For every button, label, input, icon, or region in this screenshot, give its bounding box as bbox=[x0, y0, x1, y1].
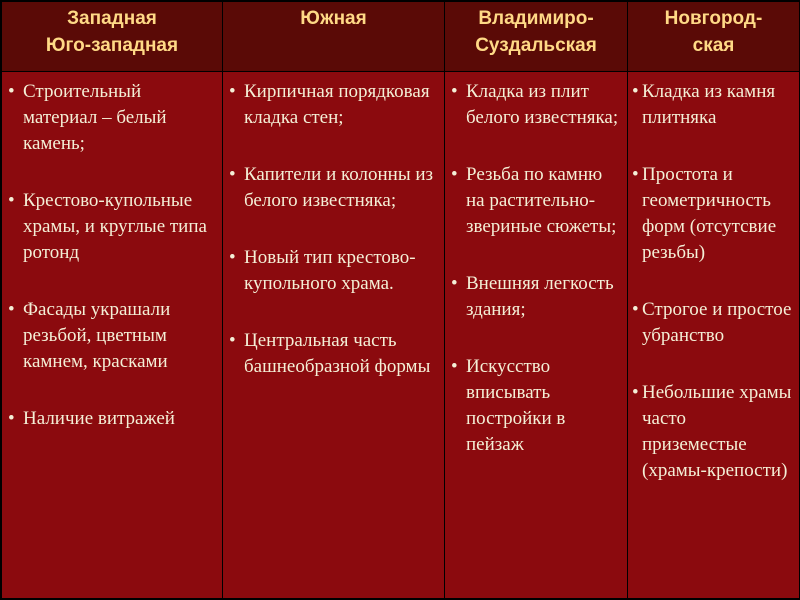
list-item: • Кладка из плит белого известняка; bbox=[451, 79, 623, 131]
header-novgorod bbox=[628, 2, 800, 72]
features-list bbox=[8, 79, 218, 432]
list-item: • Наличие витражей bbox=[8, 406, 218, 432]
header-line: Южная bbox=[300, 8, 367, 29]
list-item: • Крестово-купольные храмы, и круглые типа ротонд bbox=[8, 188, 218, 266]
features-list bbox=[451, 79, 623, 458]
header-line: Владимиро- bbox=[478, 8, 594, 29]
header-row bbox=[2, 2, 800, 72]
header-line: Юго-западная bbox=[45, 35, 179, 56]
header-line: Западная bbox=[67, 8, 157, 29]
list-item: • Центральная часть башнеобразной формы bbox=[229, 328, 440, 380]
cell-novgorod bbox=[628, 72, 800, 599]
list-item: • Резьба по камню на растительно-звериные сюжеты; bbox=[451, 162, 623, 240]
list-item: • Внешняя легкость здания; bbox=[451, 271, 623, 323]
architecture-schools-table bbox=[1, 1, 800, 599]
list-item: • Небольшие храмы часто приземестые (храмы-крепости) bbox=[634, 380, 795, 484]
header-line: Новгород- bbox=[664, 8, 763, 29]
header-line: Суздальская bbox=[475, 35, 597, 56]
list-item: • Простота и геометричность форм (отсутсвие резьбы) bbox=[634, 162, 795, 266]
content-row bbox=[2, 72, 800, 599]
features-list bbox=[229, 79, 440, 380]
list-item: • Кирпичная порядковая кладка стен; bbox=[229, 79, 440, 131]
features-list bbox=[634, 79, 795, 484]
header-southern bbox=[223, 2, 445, 72]
header-vladimir-suzdal bbox=[445, 2, 628, 72]
list-item: • Новый тип крестово-купольного храма. bbox=[229, 245, 440, 297]
header-line: ская bbox=[692, 35, 735, 56]
list-item: • Строгое и простое убранство bbox=[634, 297, 795, 349]
list-item: • Искусство вписывать постройки в пейзаж bbox=[451, 354, 623, 458]
list-item: • Фасады украшали резьбой, цветным камнем, красками bbox=[8, 297, 218, 375]
header-western bbox=[2, 2, 223, 72]
cell-southern bbox=[223, 72, 445, 599]
list-item: • Кладка из камня плитняка bbox=[634, 79, 795, 131]
list-item: • Строительный материал – белый камень; bbox=[8, 79, 218, 157]
list-item: • Капители и колонны из белого известняка; bbox=[229, 162, 440, 214]
cell-western bbox=[2, 72, 223, 599]
cell-vladimir-suzdal bbox=[445, 72, 628, 599]
